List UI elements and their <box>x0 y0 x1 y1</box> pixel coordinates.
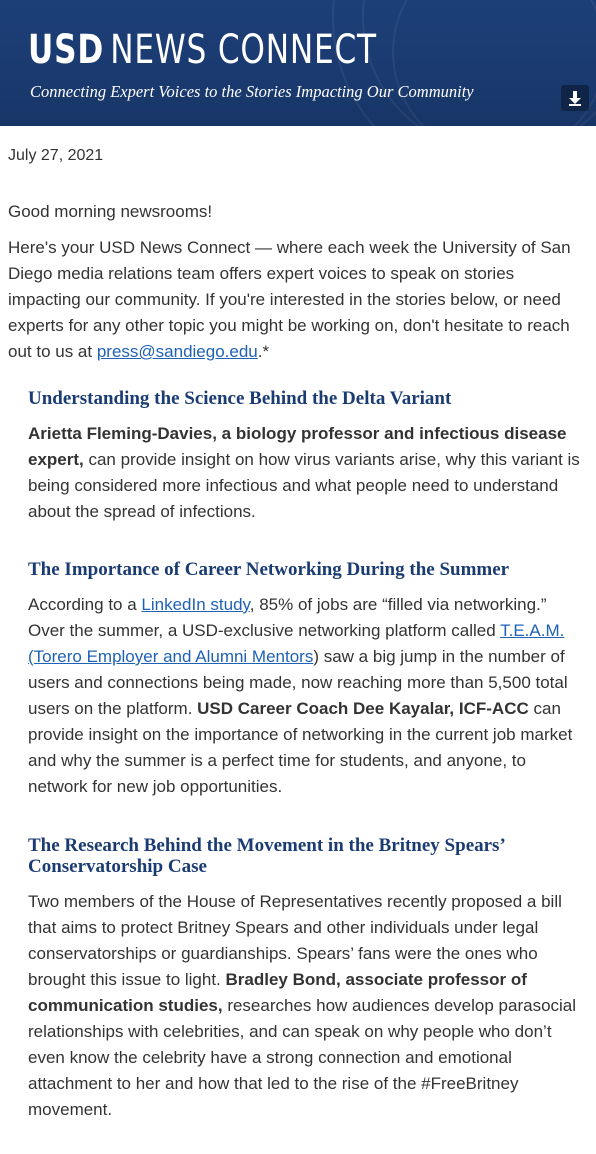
expert-name: USD Career Coach Dee Kayalar, ICF-ACC <box>197 699 529 718</box>
expert-name: Arietta Fleming-Davies, a biology professor and infectious disease expert, <box>28 424 567 469</box>
story-title: The Importance of Career Networking During the Summer <box>28 559 510 580</box>
brand-usd: USD <box>28 27 105 73</box>
story-title: Understanding the Science Behind the Delta Variant <box>28 388 452 409</box>
brand-news-connect: NEWS CONNECT <box>110 27 377 73</box>
story-delta-variant <box>28 388 588 525</box>
story-body <box>28 421 588 525</box>
story-text: ) saw a big jump in the number of users and connections being made, now reaching more than 5,500 total users on the platform. <box>28 647 568 718</box>
intro-paragraph <box>8 235 590 365</box>
tagline: Connecting Expert Voices to the Stories Impacting Our Community <box>30 82 474 101</box>
press-email-link[interactable]: press@sandiego.edu <box>96 342 258 361</box>
brand-logo <box>28 28 377 72</box>
linkedin-study-link[interactable]: LinkedIn study <box>141 595 250 614</box>
story-body <box>28 592 588 800</box>
download-arrow-icon <box>568 90 582 106</box>
issue-date: July 27, 2021 <box>8 147 104 164</box>
newsletter-content <box>8 140 590 1123</box>
download-button[interactable] <box>561 85 589 111</box>
expert-name: Bradley Bond, associate professor of communication studies, <box>28 970 527 1015</box>
newsletter-header <box>0 0 596 126</box>
team-platform-link[interactable]: T.E.A.M. (Torero Employer and Alumni Mentors <box>28 621 565 666</box>
story-text: can provide insight on how virus variants arise, why this variant is being considered more infectious and what people need to understand about the spread of infections. <box>28 450 580 521</box>
greeting: Good morning newsrooms! <box>8 202 213 221</box>
story-text: According to a <box>28 595 142 614</box>
story-text: can provide insight on the importance of networking in the current job market and why the summer is a perfect time for students, and anyone, to network for new job opportunities. <box>28 699 573 796</box>
story-britney-conservatorship <box>28 835 588 1123</box>
intro-text: Here's your USD News Connect — where each week the University of San Diego media relations team offers expert voices to speak on stories impacting our community. If you're interested in the stories below, or need experts for any other topic you might be working on, don't hesitate to reach out to us at <box>8 238 571 361</box>
intro-suffix: .* <box>257 342 270 361</box>
story-body <box>28 889 588 1123</box>
story-text: researches how audiences develop parasocial relationships with celebrities, and can speak on why people who don’t even know the celebrity have a strong connection and emotional attachment to her and how that led to the rise of the #FreeBritney movement. <box>28 996 577 1119</box>
story-text: , 85% of jobs are “filled via networking.” Over the summer, a USD-exclusive networking platform called <box>28 595 547 640</box>
story-title: The Research Behind the Movement in the Britney Spears’ Conservatorship Case <box>28 835 505 877</box>
story-text: Two members of the House of Representatives recently proposed a bill that aims to protect Britney Spears and other individuals under legal conservatorships or guardianships. Spears’ fans were the ones who brought this issue to light. <box>28 892 562 989</box>
story-career-networking <box>28 559 588 800</box>
